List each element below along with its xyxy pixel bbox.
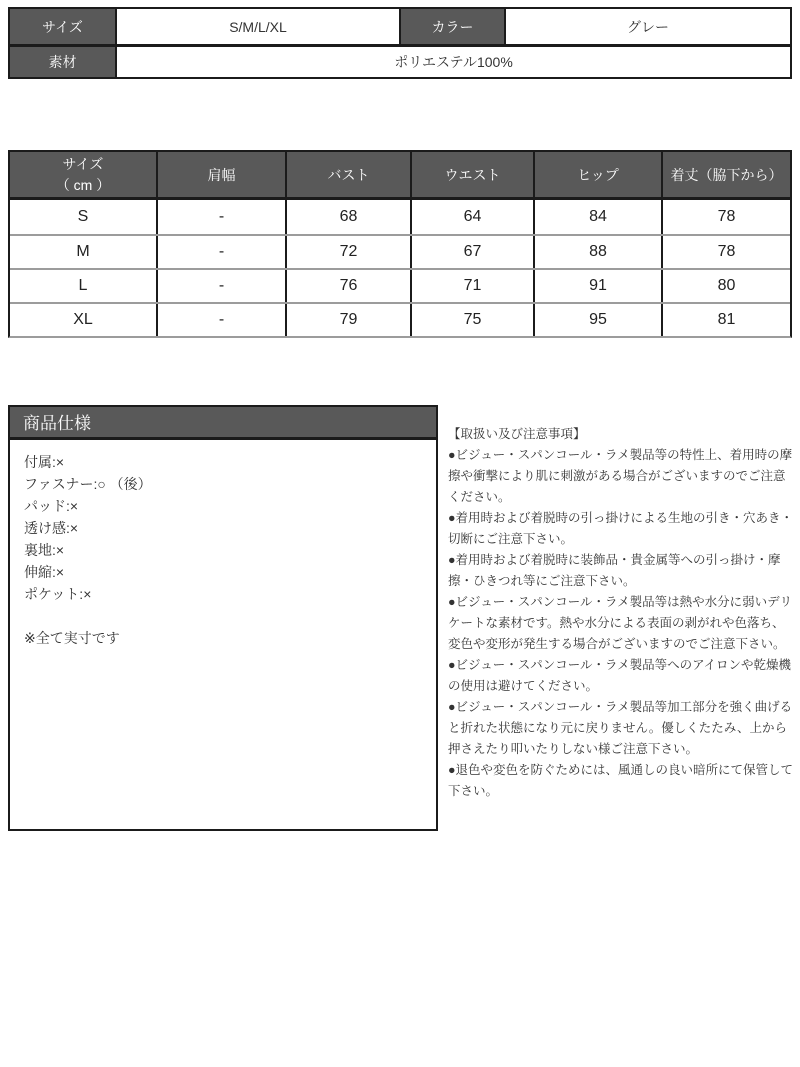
length-cell: 80	[661, 270, 790, 302]
waist-cell: 75	[410, 304, 533, 336]
spec-spacer	[24, 605, 422, 627]
bust-cell: 72	[285, 236, 410, 268]
size-chart-table	[8, 150, 792, 338]
color-value-cell: グレー	[504, 9, 790, 44]
column-header-waist: ウエスト	[410, 152, 533, 197]
shoulder-cell: -	[156, 200, 285, 234]
size-chart-header-row	[10, 152, 790, 200]
spec-item-stretch: 伸縮:×	[24, 564, 65, 580]
bust-cell: 76	[285, 270, 410, 302]
waist-cell: 71	[410, 270, 533, 302]
column-header-hip: ヒップ	[533, 152, 661, 197]
info-table	[8, 7, 792, 79]
spec-item-accessory: 付属:×	[24, 454, 65, 470]
hip-cell: 91	[533, 270, 661, 302]
table-row-s	[10, 200, 790, 234]
handling-notes-section	[448, 424, 796, 802]
waist-cell: 67	[410, 236, 533, 268]
info-table-row-material	[10, 44, 790, 77]
length-cell: 78	[661, 200, 790, 234]
product-spec-body	[10, 440, 436, 660]
material-label-cell: 素材	[10, 47, 115, 77]
size-label-cell: サイズ	[10, 9, 115, 44]
table-row-xl	[10, 302, 790, 336]
spec-item-fastener: ファスナー:○ （後）	[24, 476, 152, 492]
note-item: ●ビジュー・スパンコール・ラメ製品等の特性上、着用時の摩擦や衝撃により肌に刺激がある場合がございますのでご注意ください。	[448, 448, 793, 504]
column-header-size	[10, 152, 156, 197]
material-value-cell: ポリエステル100%	[115, 47, 790, 77]
hip-cell: 84	[533, 200, 661, 234]
product-spec-panel	[8, 405, 438, 831]
size-cell: S	[77, 208, 89, 225]
note-item: ●ビジュー・スパンコール・ラメ製品等は熱や水分に弱いデリケートな素材です。熱や水分による表面の剥がれや色落ち、変色や変形が発生する場合がございますのでご注意下さい。	[448, 595, 793, 651]
size-cell: M	[76, 243, 90, 260]
size-cell: XL	[73, 311, 93, 328]
note-item: ●着用時および着脱時の引っ掛けによる生地の引き・穴あき・切断にご注意下さい。	[448, 511, 794, 546]
note-item: ●着用時および着脱時に装飾品・貴金属等への引っ掛け・摩擦・ひきつれ等にご注意下さい。	[448, 553, 781, 588]
info-table-row-size-color	[10, 9, 790, 44]
color-label-cell: カラー	[399, 9, 504, 44]
spec-item-sheerness: 透け感:×	[24, 520, 79, 536]
handling-notes-heading: 【取扱い及び注意事項】	[448, 427, 586, 441]
column-header-shoulder: 肩幅	[156, 152, 285, 197]
bust-cell: 79	[285, 304, 410, 336]
spec-item-pocket: ポケット:×	[24, 586, 92, 602]
column-header-size-line1: サイズ	[62, 155, 104, 172]
table-row-l	[10, 268, 790, 302]
spec-measurement-note: ※全て実寸です	[24, 630, 120, 646]
hip-cell: 95	[533, 304, 661, 336]
note-item: ●退色や変色を防ぐためには、風通しの良い暗所にて保管して下さい。	[448, 763, 794, 798]
shoulder-cell: -	[156, 304, 285, 336]
size-cell: L	[78, 277, 88, 294]
column-header-size-line2: （ cm ）	[55, 176, 111, 193]
spec-item-pad: パッド:×	[24, 498, 79, 514]
table-row-m	[10, 234, 790, 268]
column-header-bust: バスト	[285, 152, 410, 197]
shoulder-cell: -	[156, 236, 285, 268]
bust-cell: 68	[285, 200, 410, 234]
note-item: ●ビジュー・スパンコール・ラメ製品等へのアイロンや乾燥機の使用は避けてください。	[448, 658, 792, 693]
column-header-length: 着丈（脇下から）	[661, 152, 790, 197]
size-value-cell: S/M/L/XL	[115, 9, 399, 44]
product-spec-title: 商品仕様	[10, 407, 436, 440]
length-cell: 78	[661, 236, 790, 268]
spec-item-lining: 裏地:×	[24, 542, 65, 558]
shoulder-cell: -	[156, 270, 285, 302]
hip-cell: 88	[533, 236, 661, 268]
waist-cell: 64	[410, 200, 533, 234]
note-item: ●ビジュー・スパンコール・ラメ製品等加工部分を強く曲げると折れた状態になり元に戻りません。優しくたたみ、上から押さえたり叩いたりしない様ご注意下さい。	[448, 700, 793, 756]
length-cell: 81	[661, 304, 790, 336]
